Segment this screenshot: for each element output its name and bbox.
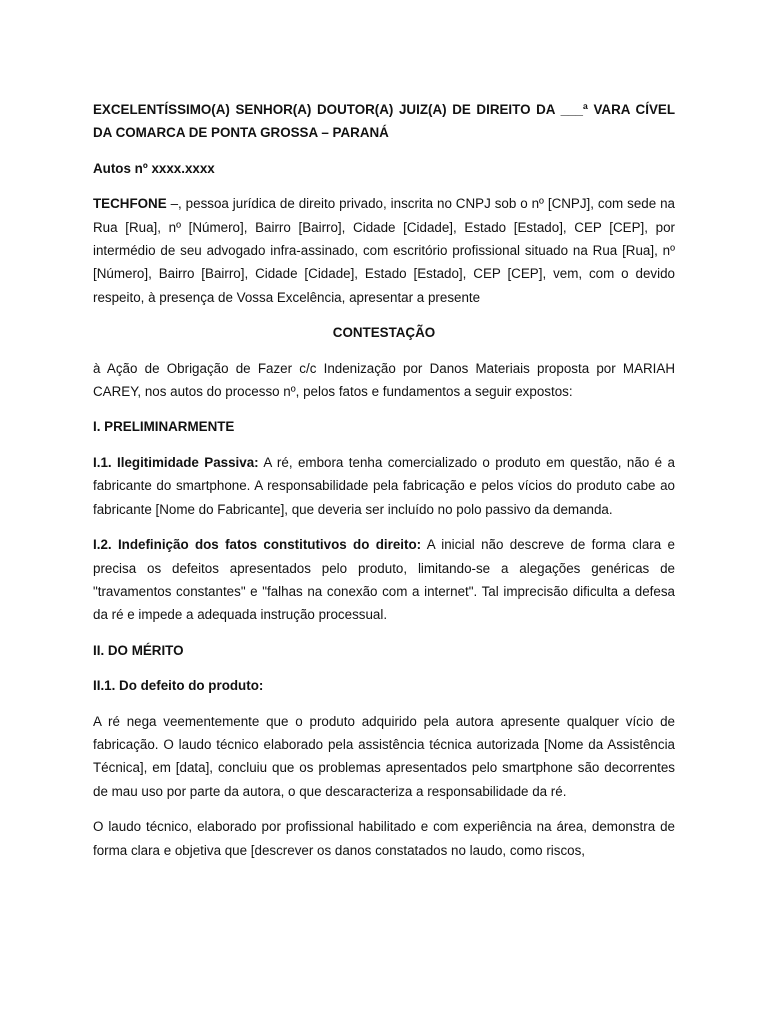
case-number: Autos nº xxxx.xxxx [93,160,215,176]
section-2-title: II. DO MÉRITO [93,642,184,658]
item-2-text: A inicial não descreve de forma clara e precisa os defeitos apresentados pelo produto, limitando-se a alegações genéricas de "travamentos constantes" e "falhas na conexão com a internet". Tal imprecisão dificulta a defesa da ré e impede a adequada instrução processual. [93,537,675,623]
merit-paragraph-2: O laudo técnico, elaborado por profissional habilitado e com experiência na área, demonstra de forma clara e objetiva que [descrever os danos constatados no laudo, como riscos, [93,819,675,858]
item-1-text: A ré, embora tenha comercializado o produto em questão, não é a fabricante do smartphone. A responsabilidade pela fabricação e pelos vícios do produto cabe ao fabricante [Nome do Fabricante], que deveria ser incluído no polo passivo da demanda. [93,454,675,517]
item-2-label: I.2. Indefinição dos fatos constitutivos do direito: [93,537,422,553]
document-type-title: CONTESTAÇÃO [332,325,436,341]
section-1-item-1 [93,451,675,521]
section-1-title: I. PRELIMINARMENTE [93,419,235,435]
document-page [93,98,675,862]
action-description: à Ação de Obrigação de Fazer c/c Indenização por Danos Materiais proposta por MARIAH CAREY, nos autos do processo nº, pelos fatos e fundamentos a seguir expostos: [93,360,675,400]
merit-paragraph-1: A ré nega veementemente que o produto adquirido pela autora apresente qualquer vício de fabricação. O laudo técnico elaborado pela assistência técnica autorizada [Nome da Assistência Técnica], em [data], concluiu que os problemas apresentados pelo smartphone são decorrentes de mau uso por parte da autora, o que descaracteriza a responsabilidade da ré. [93,713,675,799]
court-address-heading: EXCELENTÍSSIMO(A) SENHOR(A) DOUTOR(A) JUIZ(A) DE DIREITO DA ___ª VARA CÍVEL DA COMARCA DE PONTA GROSSA – PARANÁ [93,102,675,141]
section-2-subtitle: II.1. Do defeito do produto: [93,678,264,694]
section-1-item-2 [93,533,675,627]
item-1-label: I.1. Ilegitimidade Passiva: [93,454,259,470]
party-name: TECHFONE [93,196,167,212]
intro-paragraph [93,192,675,309]
intro-text: –, pessoa jurídica de direito privado, inscrita no CNPJ sob o nº [CNPJ], com sede na Rua [Rua], nº [Número], Bairro [Bairro], Cidade [Cidade], Estado [Estado], CEP [CEP], por intermédio de seu advogado infra-assinado, com escritório profissional situado na Rua [Rua], nº [Número], Bairro [Bairro], Cidade [Cidade], Estado [Estado], CEP [CEP], vem, com o devido respeito, à presença de Vossa Excelência, apresentar a presente [93,196,675,305]
